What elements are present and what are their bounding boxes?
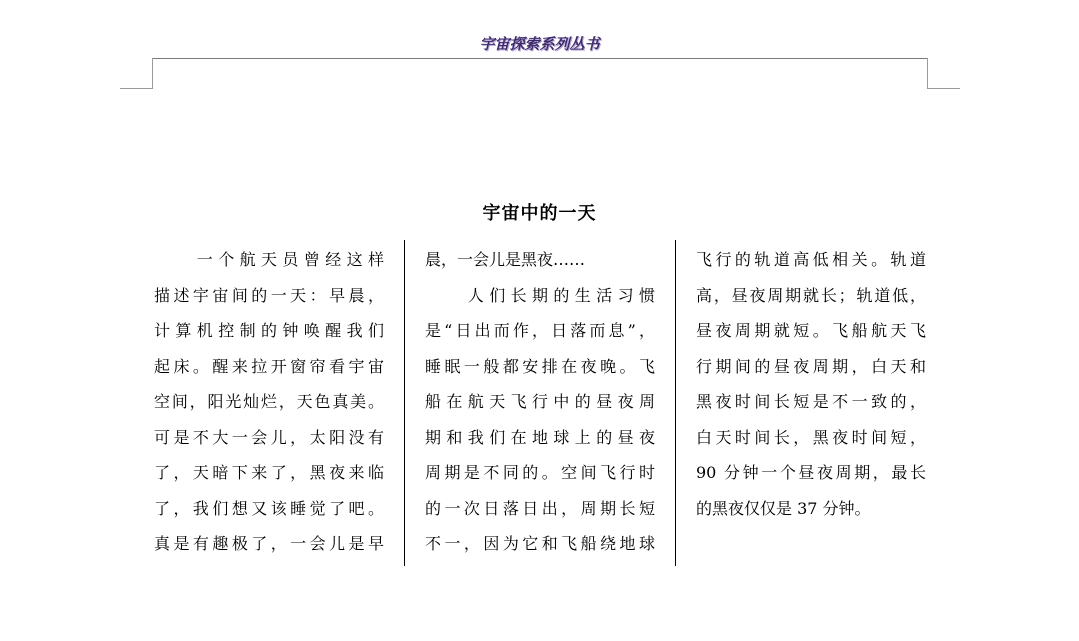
text-line[interactable]: 晨，一会儿是黑夜…… xyxy=(425,250,586,269)
text-line[interactable]: 行期间的昼夜周期，白天和 xyxy=(696,356,926,376)
text-line[interactable]: 高，昼夜周期就长；轨道低， xyxy=(696,285,926,305)
text-column-3[interactable] xyxy=(696,242,926,526)
header-rule xyxy=(152,58,928,59)
text-line[interactable]: 船在航天飞行中的昼夜周 xyxy=(425,392,655,411)
text-line[interactable]: 飞行的轨道高低相关。轨道 xyxy=(696,250,926,269)
margin-corner-mark-right xyxy=(927,58,960,89)
text-line[interactable]: 昼夜周期就短。飞船航天飞 xyxy=(696,321,926,340)
text-line[interactable]: 周期是不同的。空间飞行时 xyxy=(425,463,655,482)
text-line[interactable]: 真是有趣极了，一会儿是早 xyxy=(154,534,384,553)
margin-corner-mark-left xyxy=(120,58,153,89)
text-line[interactable]: 黑夜时间长短是不一致的， xyxy=(696,392,926,411)
column-separator xyxy=(675,240,676,566)
text-line[interactable]: 可是不大一会儿，太阳没有 xyxy=(154,427,384,447)
text-line[interactable]: 睡眠一般都安排在夜晚。飞 xyxy=(425,356,655,376)
text-column-1[interactable] xyxy=(154,242,384,562)
document-title[interactable]: 宇宙中的一天 xyxy=(482,203,597,224)
column-separator xyxy=(404,240,405,566)
text-line[interactable]: 的一次日落日出，周期长短 xyxy=(425,498,655,518)
text-line[interactable]: 描述宇宙间的一天：早晨， xyxy=(154,285,384,305)
text-line[interactable]: 是“日出而作，日落而息”， xyxy=(425,321,655,340)
text-line[interactable]: 期和我们在地球上的昼夜 xyxy=(425,427,655,447)
text-line[interactable]: 了，我们想又该睡觉了吧。 xyxy=(154,498,384,518)
running-header: 宇宙探索系列丛书 xyxy=(479,35,600,53)
text-line[interactable]: 一个航天员曾经这样 xyxy=(154,250,384,269)
text-line[interactable]: 计算机控制的钟唤醒我们 xyxy=(154,321,384,340)
text-line[interactable]: 白天时间长，黑夜时间短， xyxy=(696,427,926,447)
text-line[interactable]: 起床。醒来拉开窗帘看宇宙 xyxy=(154,356,384,376)
text-line[interactable]: 不一，因为它和飞船绕地球 xyxy=(425,534,655,553)
text-line[interactable]: 了，天暗下来了，黑夜来临 xyxy=(154,463,384,482)
text-line[interactable]: 90 分钟一个昼夜周期，最长 xyxy=(696,463,926,482)
text-column-2[interactable] xyxy=(425,242,655,562)
text-line[interactable]: 空间，阳光灿烂，天色真美。 xyxy=(154,392,384,411)
text-line[interactable]: 人们长期的生活习惯 xyxy=(425,285,655,305)
text-line[interactable]: 的黑夜仅仅是 37 分钟。 xyxy=(696,498,871,518)
